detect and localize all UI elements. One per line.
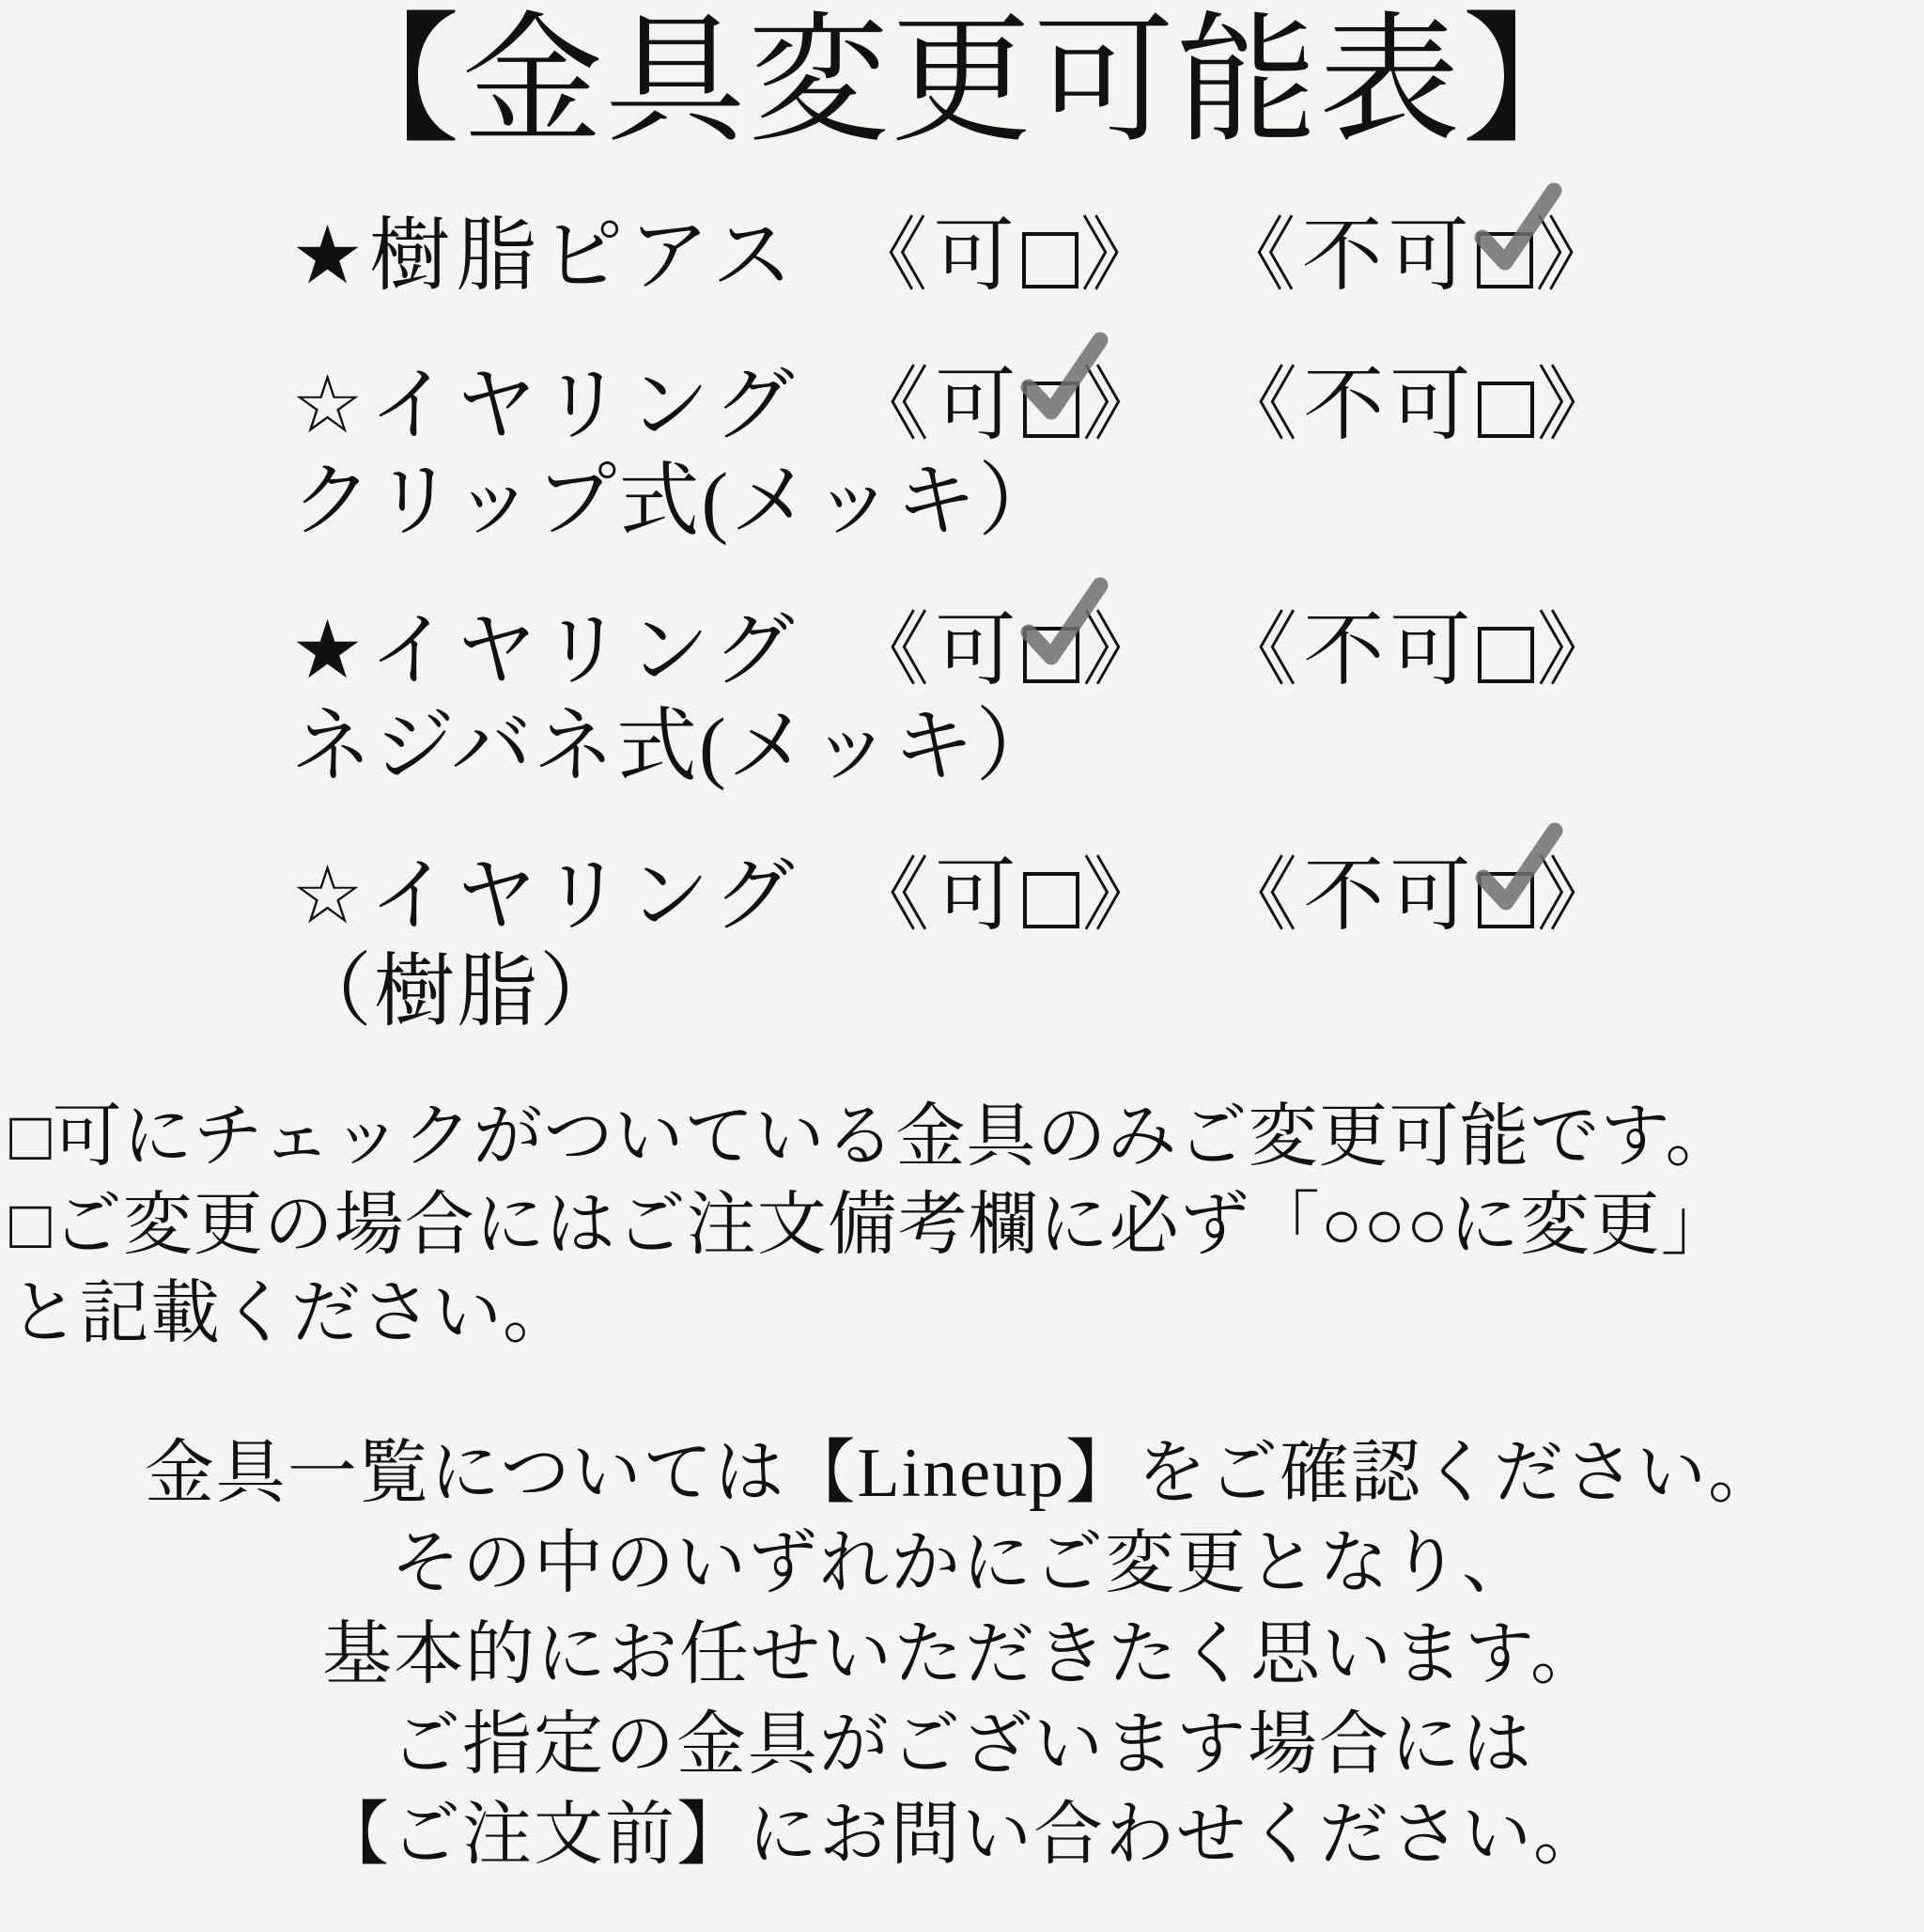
choice-ng-label: 《不可	[1217, 605, 1477, 696]
option-line	[291, 209, 1915, 304]
choice-ng-close: 》	[1536, 360, 1623, 451]
notes-block	[9, 1094, 1915, 1359]
choice-ok-close: 》	[1081, 850, 1169, 942]
choice-ng[interactable]	[1217, 849, 1622, 943]
choice-ok-close: 》	[1081, 360, 1169, 451]
option-row-earring-clip	[291, 358, 1915, 549]
choice-ok-close: 》	[1079, 210, 1167, 301]
choice-ok-label: 《可	[846, 210, 1020, 301]
choice-ng-close: 》	[1534, 210, 1621, 301]
option-line	[291, 358, 1915, 453]
footer-line: その中のいずれかにご変更となり、	[391, 1525, 1533, 1603]
footer-block	[9, 1428, 1915, 1880]
checkbox-ng[interactable]	[1477, 232, 1533, 288]
option-row-earring-screw	[291, 603, 1915, 794]
option-label: イヤリング	[369, 850, 800, 942]
choice-ok-label: 《可	[848, 360, 1022, 451]
bullet-star-filled: ★	[291, 605, 370, 696]
choice-ng-label: 《不可	[1215, 210, 1475, 301]
checkbox-ok[interactable]	[1023, 382, 1079, 438]
footer-line: 金具一覧については【Lineup】をご確認ください。	[144, 1435, 1780, 1513]
choice-ng[interactable]	[1217, 358, 1622, 453]
footer-line: 基本的にお任せいただきたく思います。	[321, 1615, 1603, 1693]
option-label: イヤリング	[369, 605, 800, 696]
choice-ok[interactable]	[848, 603, 1168, 698]
choice-ng-label: 《不可	[1217, 850, 1477, 942]
choice-ok[interactable]	[848, 849, 1168, 943]
option-row-resin-pierce	[291, 209, 1915, 304]
choice-ng[interactable]	[1217, 603, 1622, 698]
note-line: □可にチェックがついている金具のみご変更可能です。	[9, 1098, 1736, 1176]
checkbox-ng[interactable]	[1478, 382, 1534, 438]
checkbox-ok[interactable]	[1023, 872, 1079, 928]
checkbox-ok[interactable]	[1023, 627, 1079, 683]
option-label: 樹脂ピアス	[369, 210, 799, 301]
choice-ok[interactable]	[847, 209, 1167, 304]
choice-ok-label: 《可	[848, 605, 1022, 696]
footer-line: ご指定の金具がございます場合には	[391, 1706, 1533, 1784]
document-page	[0, 4, 1924, 1932]
checkbox-ng[interactable]	[1478, 627, 1534, 683]
options-list	[9, 209, 1915, 1039]
option-line	[291, 603, 1915, 698]
choice-ng-label: 《不可	[1217, 360, 1477, 451]
option-sublabel: ネジバネ式(メッキ）	[291, 700, 1059, 791]
checkbox-ok[interactable]	[1022, 232, 1078, 288]
option-line	[291, 849, 1915, 943]
note-line: □ご変更の場合にはご注文備考欄に必ず「○○○に変更」	[9, 1187, 1731, 1265]
checkbox-ng[interactable]	[1478, 872, 1534, 928]
choice-ok-label: 《可	[848, 850, 1022, 942]
page-title: 【金具変更可能表】	[318, 4, 1605, 160]
note-line: と記載ください。	[9, 1275, 573, 1353]
choice-ng-close: 》	[1536, 605, 1623, 696]
choice-ok-close: 》	[1081, 605, 1169, 696]
option-label: イヤリング	[369, 360, 800, 451]
choice-ng-close: 》	[1536, 850, 1623, 942]
bullet-star-outline: ☆	[291, 850, 370, 942]
bullet-star-outline: ☆	[291, 360, 370, 451]
choice-ok[interactable]	[848, 358, 1168, 453]
bullet-star-filled: ★	[291, 210, 370, 301]
choice-ng[interactable]	[1216, 209, 1621, 304]
footer-line: 【ご注文前】にお問い合わせください。	[319, 1796, 1605, 1874]
option-sublabel: （樹脂）	[291, 945, 622, 1036]
option-row-earring-resin	[291, 849, 1915, 1039]
option-sublabel: クリップ式(メッキ）	[291, 455, 1062, 546]
